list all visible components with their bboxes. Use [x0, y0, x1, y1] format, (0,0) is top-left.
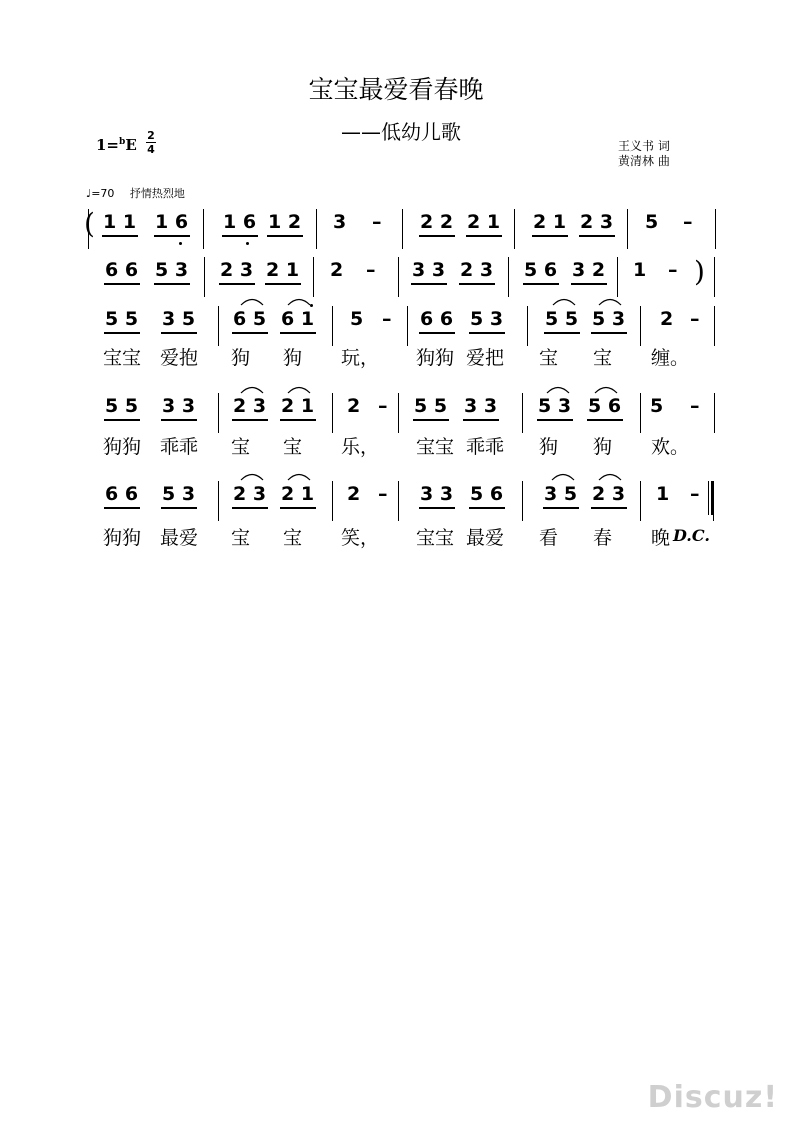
slur-mark [598, 296, 622, 306]
lyric-word: 狗 [539, 436, 559, 458]
slur-mark [287, 471, 311, 481]
key-signature [96, 136, 137, 154]
note-group: 3 5 [162, 308, 196, 330]
note-group: – [366, 259, 376, 281]
key-prefix: 1= [96, 136, 120, 154]
bar-line [313, 257, 314, 297]
beam-underline [161, 419, 197, 421]
watermark: Discuz! [647, 1080, 778, 1115]
time-signature [145, 129, 157, 156]
bar-line [714, 306, 715, 346]
lyric-word: 笑， [341, 527, 380, 549]
lyric-word: 看 [539, 527, 559, 549]
bar-line [218, 306, 219, 346]
note-group: 5 5 [105, 308, 139, 330]
lyric-word: 宝宝 [416, 436, 455, 458]
bar-line [627, 209, 628, 249]
expression-marking: 抒情热烈地 [129, 187, 185, 200]
note-group: 2 3 [220, 259, 254, 281]
note-group: 5 5 [105, 395, 139, 417]
note-group: 3 3 [420, 483, 454, 505]
note-group: 1 1 [103, 211, 137, 233]
bar-line [514, 209, 515, 249]
slur-mark [551, 471, 575, 481]
beam-underline [591, 507, 627, 509]
note-group: 5 6 [470, 483, 504, 505]
beam-underline [523, 283, 559, 285]
note-group: 2 3 [592, 483, 626, 505]
lyric-word: 爱抱 [160, 347, 199, 369]
beam-underline [419, 235, 455, 237]
note-group: 2 [330, 259, 344, 281]
beam-underline [104, 419, 140, 421]
beam-underline [537, 419, 573, 421]
bar-line [332, 481, 333, 521]
beam-underline [463, 419, 499, 421]
lyric-word: 晚 [651, 527, 671, 549]
bar-line [714, 257, 715, 297]
beam-underline [459, 283, 495, 285]
bar-line [316, 209, 317, 249]
beam-underline [232, 332, 268, 334]
slur-mark [240, 384, 264, 394]
note-group: – [378, 483, 388, 505]
bar-line [332, 306, 333, 346]
dc-mark: D.C. [673, 526, 710, 545]
note-group: 1 [633, 259, 647, 281]
beam-underline [411, 283, 447, 285]
flat-sign: b [119, 137, 126, 147]
lyric-word: 缠。 [651, 347, 690, 369]
note-group: 1 6 [155, 211, 189, 233]
note-group: 5 5 [414, 395, 448, 417]
lyricist-credit: 王义书 词 [618, 139, 670, 153]
note-group: 5 3 [538, 395, 572, 417]
lyric-word: 爱把 [466, 347, 505, 369]
beam-underline [232, 419, 268, 421]
tempo-marking [86, 185, 185, 201]
note-group: 2 1 [281, 395, 315, 417]
beam-underline [104, 283, 140, 285]
note-group: 6 6 [420, 308, 454, 330]
note-group: 2 3 [580, 211, 614, 233]
lyric-word: 乐， [341, 436, 380, 458]
lyric-word: 宝宝 [416, 527, 455, 549]
note-group: – [372, 211, 382, 233]
beam-underline [161, 332, 197, 334]
note-group: – [668, 259, 678, 281]
note-group: 5 3 [592, 308, 626, 330]
beam-underline [232, 507, 268, 509]
note-group: 3 3 [464, 395, 498, 417]
note-group: 6 6 [105, 259, 139, 281]
lyric-word: 宝 [283, 527, 303, 549]
bar-line [617, 257, 618, 297]
bar-line [522, 393, 523, 433]
beam-underline [265, 283, 301, 285]
slur-mark [594, 384, 618, 394]
note-group: – [378, 395, 388, 417]
lyric-word: 狗 [283, 347, 303, 369]
lyric-word: 宝 [231, 436, 251, 458]
bar-line [640, 306, 641, 346]
beam-underline [544, 332, 580, 334]
beam-underline [466, 235, 502, 237]
lyric-word: 春 [593, 527, 613, 549]
beam-underline [267, 235, 303, 237]
time-sig-top: 2 [147, 129, 155, 142]
lyric-word: 狗 [231, 347, 251, 369]
note-group: – [382, 308, 392, 330]
slur-mark [546, 384, 570, 394]
note-group: 6 6 [105, 483, 139, 505]
slur-mark [598, 471, 622, 481]
beam-underline [469, 507, 505, 509]
lyric-word: 玩， [341, 347, 380, 369]
bar-line [640, 481, 641, 521]
note-group: 5 6 [524, 259, 558, 281]
intro-open-paren: ( [84, 207, 95, 240]
song-title: 宝宝最爱看春晚 [308, 75, 484, 104]
note-group: 5 [350, 308, 364, 330]
final-bar-thin [708, 481, 709, 515]
note-group: 2 [660, 308, 674, 330]
note-group: 1 6 [223, 211, 257, 233]
beam-underline [532, 235, 568, 237]
lyric-word: 宝宝 [103, 347, 142, 369]
note-group: 2 [347, 483, 361, 505]
bar-line [218, 481, 219, 521]
beam-underline [579, 235, 615, 237]
bar-line [398, 257, 399, 297]
beam-underline [154, 235, 190, 237]
beam-underline [104, 332, 140, 334]
note-group: 6 5 [233, 308, 267, 330]
credits [618, 139, 670, 169]
beam-underline [222, 235, 258, 237]
beam-underline [591, 332, 627, 334]
note-group: 3 [333, 211, 347, 233]
beam-underline [413, 419, 449, 421]
note-group: 2 3 [233, 395, 267, 417]
note-group: 2 3 [233, 483, 267, 505]
note-group: 3 3 [162, 395, 196, 417]
beam-underline [102, 235, 138, 237]
lyric-word: 狗狗 [103, 436, 142, 458]
lyric-word: 最爱 [466, 527, 505, 549]
note-group: 3 5 [544, 483, 578, 505]
slur-mark [287, 296, 311, 306]
time-sig-bottom: 4 [147, 143, 155, 156]
lyric-word: 宝 [539, 347, 559, 369]
beam-underline [419, 507, 455, 509]
lyric-word: 最爱 [160, 527, 199, 549]
note-group: 3 2 [572, 259, 606, 281]
beam-underline [280, 507, 316, 509]
note-group: – [690, 308, 700, 330]
note-group: – [683, 211, 693, 233]
lyric-word: 宝 [593, 347, 613, 369]
bar-line [522, 481, 523, 521]
bar-line [204, 257, 205, 297]
note-group: 2 1 [533, 211, 567, 233]
bar-line [407, 306, 408, 346]
beam-underline [154, 283, 190, 285]
beam-underline [543, 507, 579, 509]
lyric-word: 宝 [231, 527, 251, 549]
intro-close-paren: ) [694, 255, 705, 288]
slur-mark [287, 384, 311, 394]
bar-line [402, 209, 403, 249]
beam-underline [419, 332, 455, 334]
beam-underline [161, 507, 197, 509]
slur-mark [552, 296, 576, 306]
key-note: E [125, 136, 137, 154]
note-group: 2 3 [460, 259, 494, 281]
note-group: 2 [347, 395, 361, 417]
note-group: 1 [656, 483, 670, 505]
note-group: 5 [650, 395, 664, 417]
note-group: 5 5 [545, 308, 579, 330]
lyric-word: 狗狗 [103, 527, 142, 549]
bar-line [640, 393, 641, 433]
bar-line [398, 393, 399, 433]
lyric-word: 狗 [593, 436, 613, 458]
note-group: 3 3 [412, 259, 446, 281]
bar-line [203, 209, 204, 249]
final-bar-thick [711, 481, 714, 515]
note-group: – [690, 483, 700, 505]
bar-line [218, 393, 219, 433]
lyric-word: 乖乖 [466, 436, 505, 458]
note-group: 2 1 [467, 211, 501, 233]
note-group: 2 2 [420, 211, 454, 233]
beam-underline [104, 507, 140, 509]
beam-underline [280, 419, 316, 421]
bar-line [398, 481, 399, 521]
low-octave-dot [179, 242, 182, 245]
bar-line [714, 393, 715, 433]
note-group: 5 3 [162, 483, 196, 505]
beam-underline [280, 332, 316, 334]
lyric-word: 狗狗 [416, 347, 455, 369]
song-subtitle: ——低幼儿歌 [341, 120, 461, 144]
tempo-value: ♩=70 [86, 187, 115, 200]
bar-line [508, 257, 509, 297]
note-group: 2 1 [281, 483, 315, 505]
note-group: 5 3 [155, 259, 189, 281]
slur-mark [240, 471, 264, 481]
beam-underline [571, 283, 607, 285]
bar-line [332, 393, 333, 433]
lyric-word: 欢。 [651, 436, 690, 458]
slur-mark [240, 296, 264, 306]
composer-credit: 黄清林 曲 [618, 154, 670, 168]
bar-line [715, 209, 716, 249]
low-octave-dot [246, 242, 249, 245]
note-group: – [690, 395, 700, 417]
note-group: 5 [645, 211, 659, 233]
lyric-word: 宝 [283, 436, 303, 458]
note-group: 5 3 [470, 308, 504, 330]
note-group: 2 1 [266, 259, 300, 281]
beam-underline [219, 283, 255, 285]
note-group: 6 1 [281, 308, 315, 330]
note-group: 1 2 [268, 211, 302, 233]
lyric-word: 乖乖 [160, 436, 199, 458]
beam-underline [587, 419, 623, 421]
bar-line [527, 306, 528, 346]
note-group: 5 6 [588, 395, 622, 417]
beam-underline [469, 332, 505, 334]
